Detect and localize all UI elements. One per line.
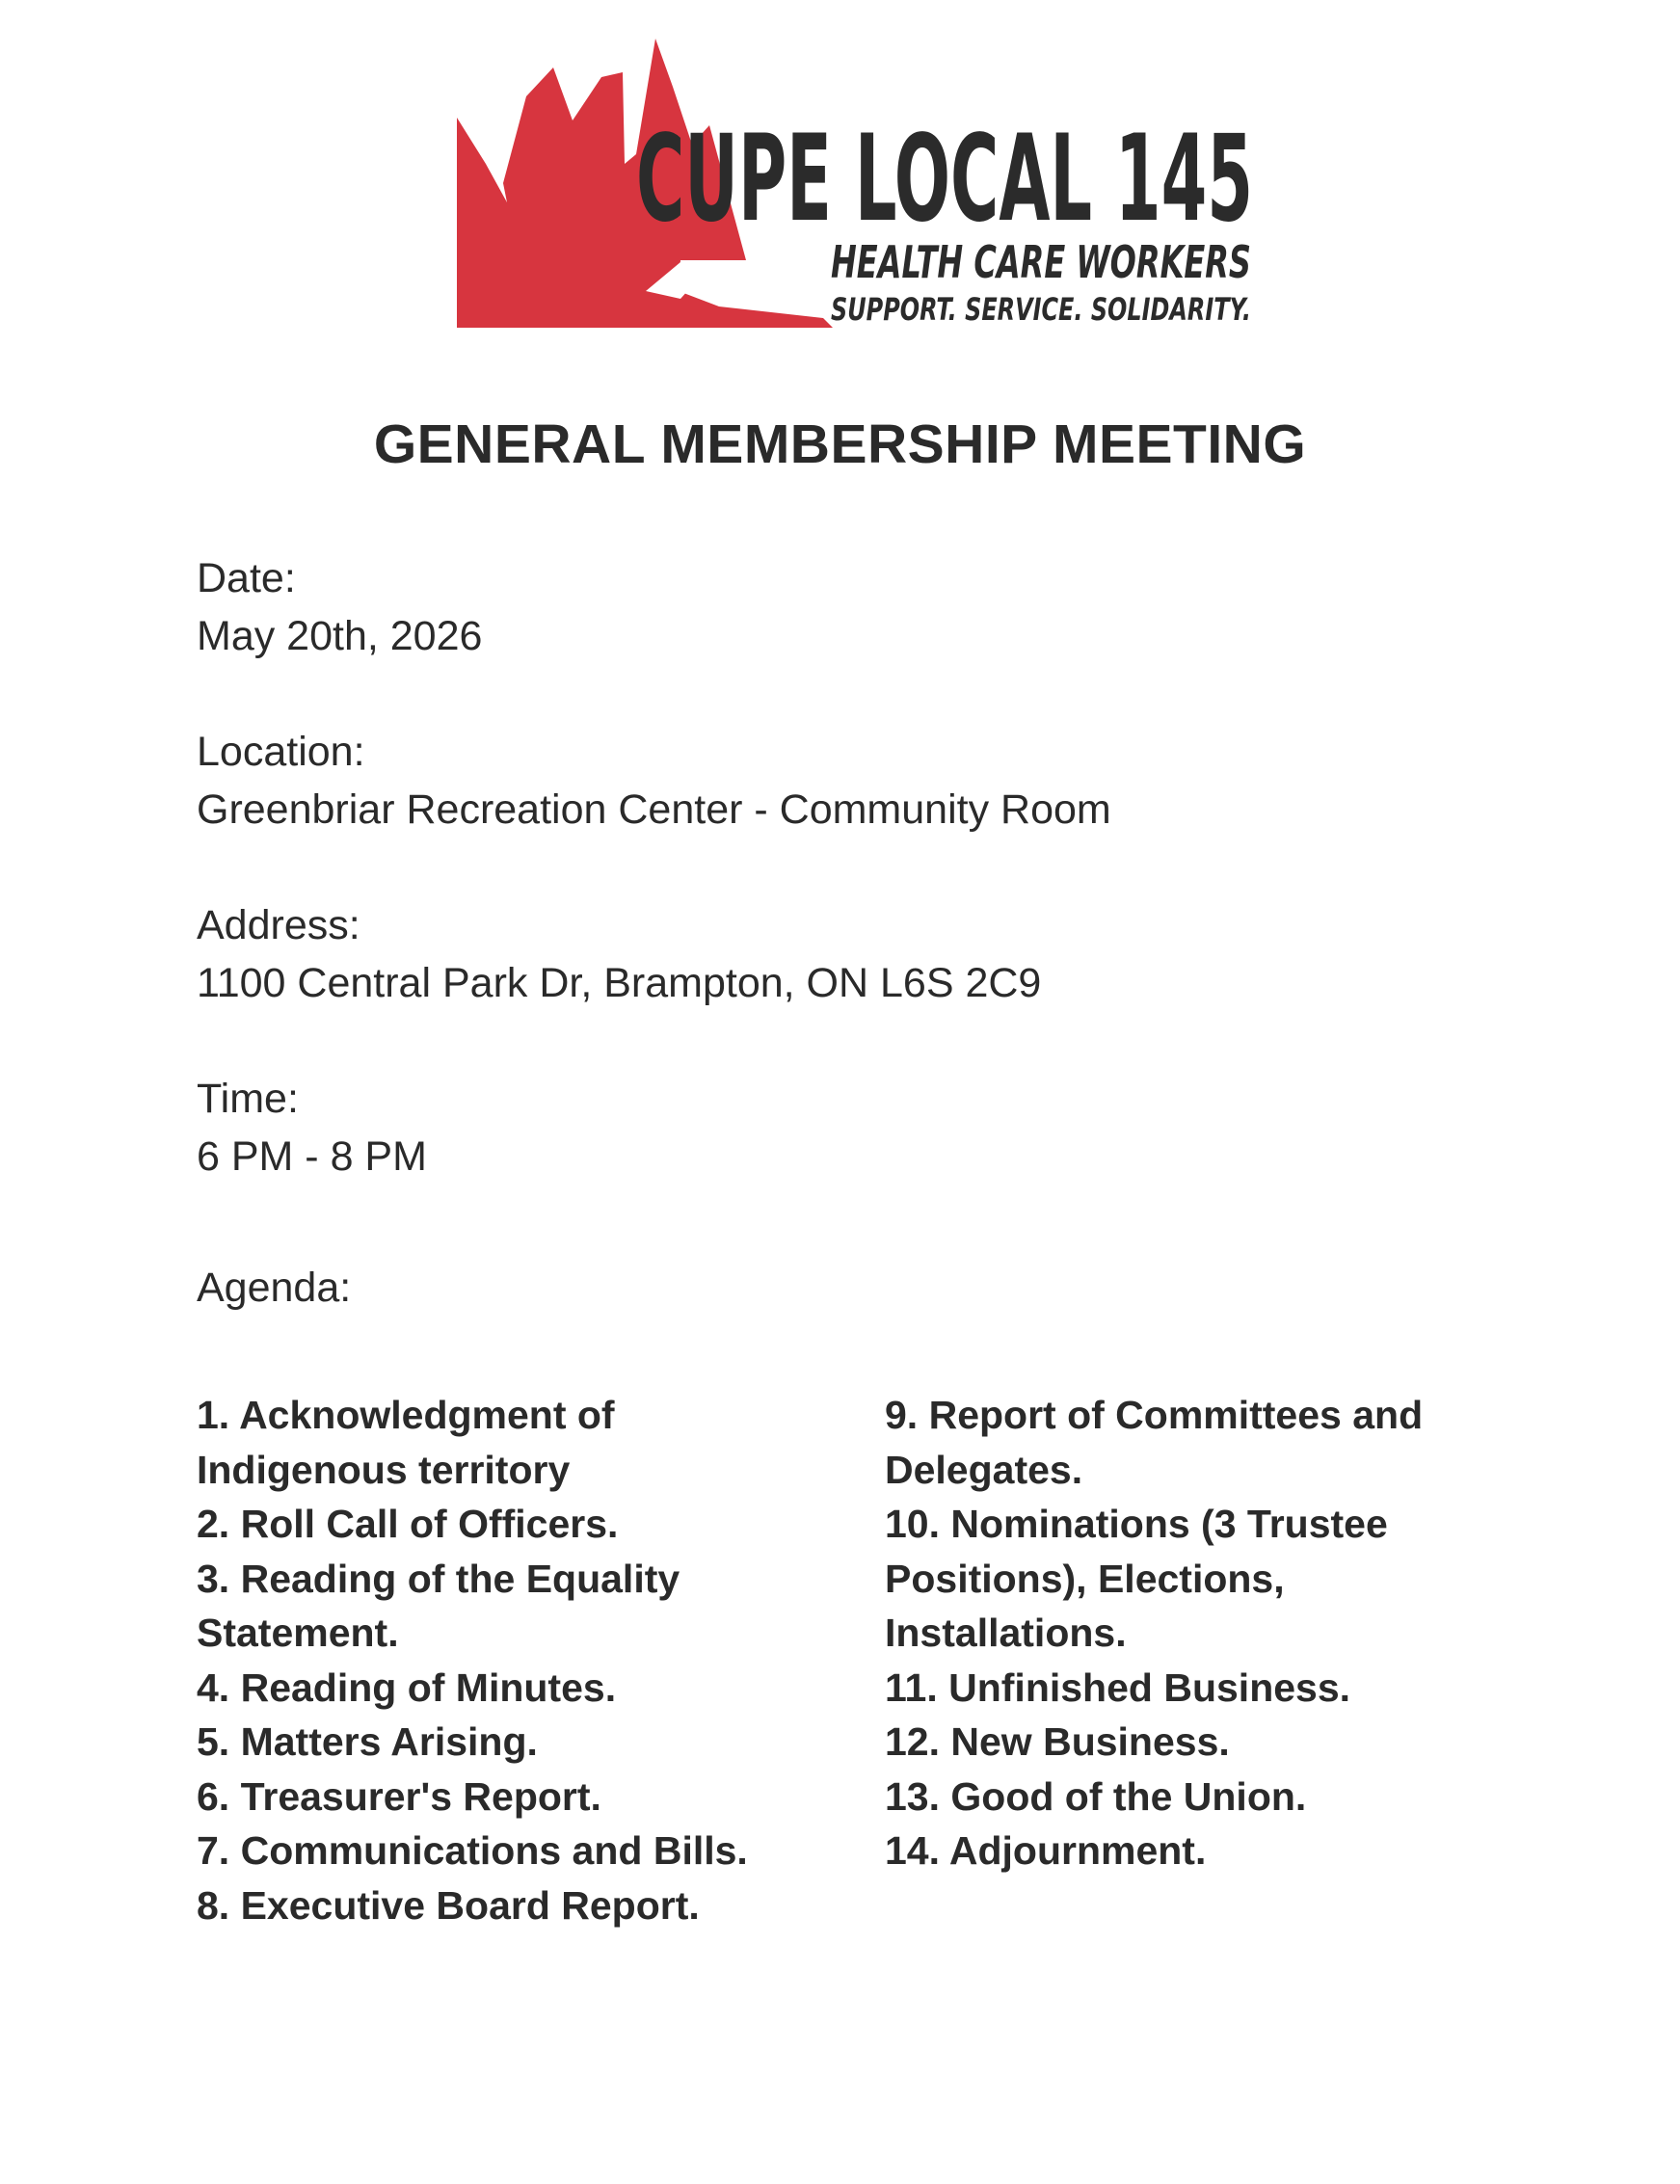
date-block <box>197 549 482 665</box>
date-label: Date: <box>197 555 296 601</box>
time-block <box>197 1070 427 1185</box>
agenda-item: 9. Report of Committees and Delegates. <box>885 1393 1424 1492</box>
agenda-item: 7. Communications and Bills. <box>197 1828 748 1873</box>
location-label: Location: <box>197 729 365 775</box>
time-value: 6 PM - 8 PM <box>197 1133 427 1180</box>
agenda-item: 10. Nominations (3 Trustee Positions), Elections, Installations. <box>885 1502 1388 1655</box>
agenda-list-right <box>885 1388 1502 1878</box>
agenda-label: Agenda: <box>197 1265 352 1311</box>
logo-title: CUPE LOCAL 145 <box>636 110 1253 249</box>
address-value: 1100 Central Park Dr, Brampton, ON L6S 2C9 <box>197 960 1042 1006</box>
agenda-item: 13. Good of the Union. <box>885 1773 1307 1819</box>
agenda-item: 12. New Business. <box>885 1719 1230 1764</box>
maple-leaf-logo-graphic <box>457 39 1257 337</box>
agenda-item: 14. Adjournment. <box>885 1828 1207 1873</box>
agenda-item: 6. Treasurer's Report. <box>197 1773 601 1819</box>
agenda-list-left <box>197 1388 813 1932</box>
cupe-logo <box>457 39 1257 337</box>
agenda-item: 3. Reading of the Equality Statement. <box>197 1556 680 1655</box>
logo-tagline: SUPPORT. SERVICE. SOLIDARITY. <box>831 291 1251 328</box>
location-block <box>197 723 1111 839</box>
time-label: Time: <box>197 1076 299 1122</box>
agenda-item: 5. Matters Arising. <box>197 1719 538 1764</box>
address-label: Address: <box>197 902 360 948</box>
agenda-item: 2. Roll Call of Officers. <box>197 1502 619 1546</box>
logo-subtitle: HEALTH CARE WORKERS <box>831 236 1251 288</box>
agenda-item: 11. Unfinished Business. <box>885 1665 1351 1710</box>
address-block <box>197 896 1041 1012</box>
agenda-item: 4. Reading of Minutes. <box>197 1665 617 1710</box>
page-title: GENERAL MEMBERSHIP MEETING <box>373 413 1307 475</box>
agenda-item: 8. Executive Board Report. <box>197 1882 700 1928</box>
location-value: Greenbriar Recreation Center - Community Room <box>197 786 1111 833</box>
date-value: May 20th, 2026 <box>197 613 483 659</box>
agenda-item: 1. Acknowledgment of Indigenous territory <box>197 1393 615 1492</box>
